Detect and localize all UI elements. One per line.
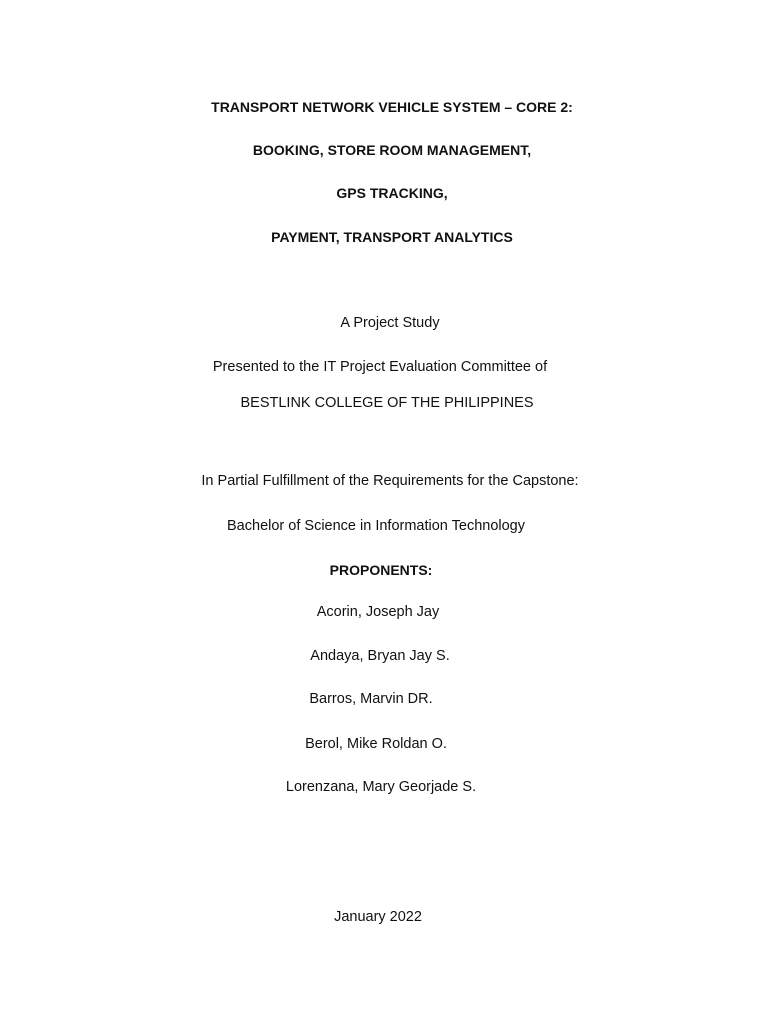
proponent-name: Barros, Marvin DR. bbox=[309, 691, 433, 707]
proponent-name: Lorenzana, Mary Georjade S. bbox=[285, 779, 477, 795]
title-line-1: TRANSPORT NETWORK VEHICLE SYSTEM – CORE 2: bbox=[211, 99, 573, 115]
proponent-name: Acorin, Joseph Jay bbox=[316, 604, 440, 620]
title-line-4: PAYMENT, TRANSPORT ANALYTICS bbox=[271, 229, 513, 245]
submission-date: January 2022 bbox=[334, 909, 422, 925]
title-line-3: GPS TRACKING, bbox=[336, 185, 448, 201]
presented-to: Presented to the IT Project Evaluation Committee of bbox=[212, 359, 548, 375]
title-line-2: BOOKING, STORE ROOM MANAGEMENT, bbox=[252, 142, 532, 158]
proponents-heading: PROPONENTS: bbox=[329, 562, 433, 578]
study-type: A Project Study bbox=[340, 315, 440, 331]
proponent-name: Berol, Mike Roldan O. bbox=[305, 736, 447, 752]
fulfillment-statement: In Partial Fulfillment of the Requirements for the Capstone: bbox=[201, 473, 579, 489]
proponent-name: Andaya, Bryan Jay S. bbox=[310, 648, 450, 664]
degree-name: Bachelor of Science in Information Technology bbox=[227, 518, 525, 534]
institution-name: BESTLINK COLLEGE OF THE PHILIPPINES bbox=[240, 395, 534, 411]
